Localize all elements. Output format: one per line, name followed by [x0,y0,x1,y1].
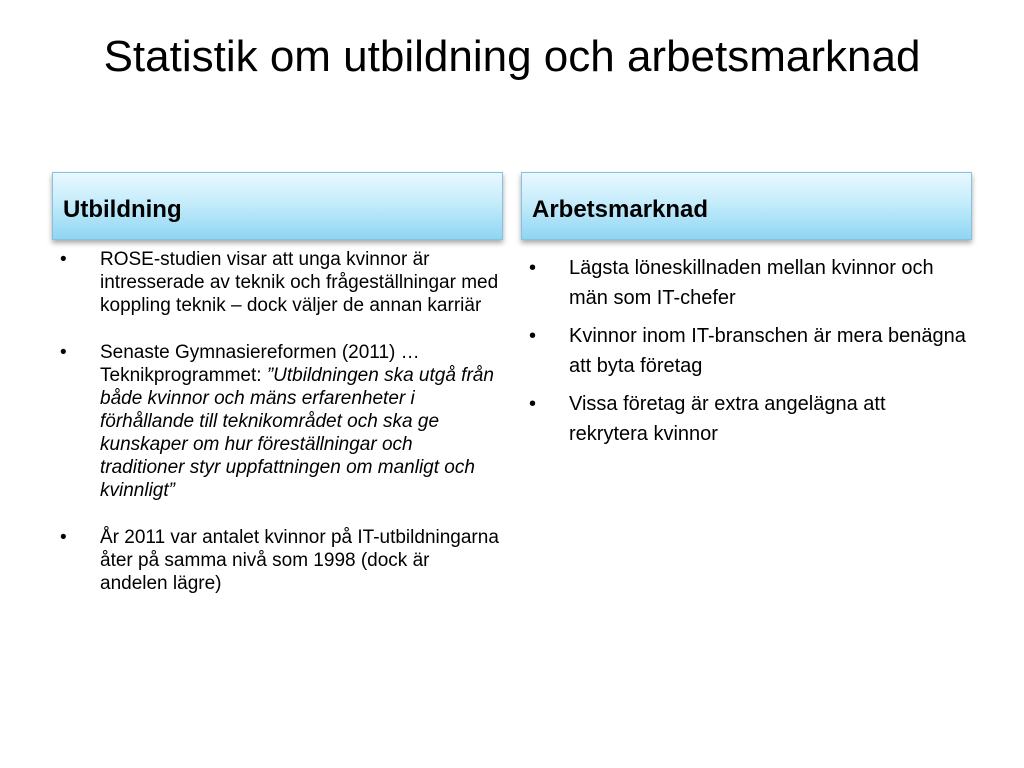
list-item-quote: ”Utbildningen ska utgå från både kvinnor och mäns erfarenheter i förhållande till teknikområdet och ska ge kunskaper om hur föreställningar och traditioner styr uppfattningen om manligt och kvinnligt” [100,365,494,501]
list-item [52,341,500,502]
utbildning-list [52,248,500,619]
list-item [521,253,966,313]
list-item-text: År 2011 var antalet kvinnor på IT-utbildningarna åter på samma nivå som 1998 (dock är andelen lägre) [100,527,499,594]
slide-title: Statistik om utbildning och arbetsmarknad [103,32,921,81]
utbildning-header [52,172,503,240]
list-item [521,321,966,381]
list-item-text: ROSE-studien visar att unga kvinnor är intresserade av teknik och frågeställningar med koppling teknik – dock väljer de annan karriär [100,249,499,316]
list-item [52,526,500,595]
bullet-icon: • [60,249,67,270]
list-item-text: Kvinnor inom IT-branschen är mera benägna att byta företag [569,325,966,377]
bullet-icon: • [529,325,537,347]
list-item-text: Lägsta löneskillnaden mellan kvinnor och män som IT-chefer [569,257,934,309]
arbetsmarknad-list [521,253,966,457]
bullet-icon: • [529,393,537,415]
bullet-icon: • [60,342,67,363]
arbetsmarknad-header [521,172,972,240]
list-item [521,389,966,449]
bullet-icon: • [60,527,67,548]
arbetsmarknad-header-label: Arbetsmarknad [532,196,709,223]
list-item-text: Senaste Gymnasiereformen (2011) … Teknikprogrammet: [100,342,420,386]
list-item [52,248,500,317]
utbildning-header-label: Utbildning [63,196,182,223]
bullet-icon: • [529,257,537,279]
list-item-text: Vissa företag är extra angelägna att rekrytera kvinnor [569,393,886,445]
